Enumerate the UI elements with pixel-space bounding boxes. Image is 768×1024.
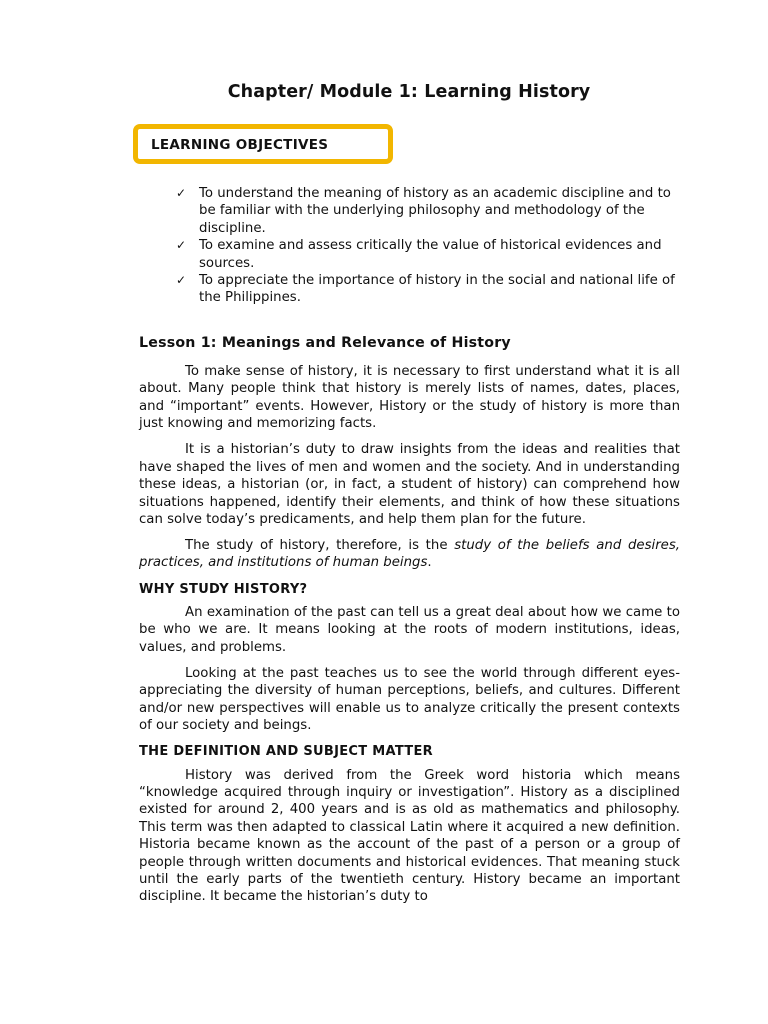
objective-text: To appreciate the importance of history in the social and national life of the Philippines. (199, 273, 675, 306)
text-span: The study of history, therefore, is the (185, 538, 455, 554)
objective-text: To examine and assess critically the value of historical evidences and sources. (199, 238, 662, 271)
paragraph (139, 537, 680, 572)
check-icon: ✓ (176, 186, 187, 200)
learning-objectives-box (133, 124, 393, 164)
objective-item (176, 185, 676, 237)
paragraph: It is a historian’s duty to draw insights from the ideas and realities that have shaped the lives of men and women and the society. And in understanding these ideas, a historian (or, in fact, a student of history) can comprehend how situations happened, identify their elements, and think of how these situations can solve today’s predicaments, and help them plan for the future. (139, 442, 680, 527)
body-text (139, 363, 680, 915)
learning-objectives-label: LEARNING OBJECTIVES (151, 137, 329, 153)
check-icon: ✓ (176, 238, 187, 253)
section-heading-why-study-history: WHY STUDY HISTORY? (139, 581, 308, 597)
paragraph: To make sense of history, it is necessary to first understand what it is all about. Many people think that history is merely lists of names, dates, places, and “important” events. However, History or the study of history is more than just knowing and memorizing facts. (139, 364, 680, 432)
lesson-title: Lesson 1: Meanings and Relevance of History (139, 335, 511, 351)
objectives-list (176, 185, 676, 307)
emphasized-text: study of the beliefs and desires, practices, and institutions of human beings (139, 538, 680, 571)
objective-text: To understand the meaning of history as an academic discipline and to be familiar with the underlying philosophy and methodology of the discipline. (199, 186, 671, 236)
paragraph: History was derived from the Greek word historia which means “knowledge acquired through inquiry or investigation”. History as a disciplined existed for around 2, 400 years and is as old as mathematics and philosophy. This term was then adapted to classical Latin where it acquired a new definition. Historia became known as the account of the past of a person or a group of people through written documents and historical evidences. That meaning stuck until the early parts of the twentieth century. History became an important discipline. It became the historian’s duty to (139, 767, 680, 905)
paragraph: An examination of the past can tell us a great deal about how we came to be who we are. It means looking at the roots of modern institutions, ideas, values, and problems. (139, 604, 680, 655)
text-span: . (427, 555, 432, 571)
objective-item (176, 272, 676, 307)
check-icon: ✓ (176, 273, 187, 288)
section-heading-definition: THE DEFINITION AND SUBJECT MATTER (139, 744, 433, 760)
objective-item (176, 237, 676, 272)
paragraph: Looking at the past teaches us to see the world through different eyes- appreciating the diversity of human perceptions, beliefs, and cultures. Different and/or new perspectives will enable us to analyze critically the present contexts of our society and beings. (139, 665, 680, 734)
chapter-title: Chapter/ Module 1: Learning History (227, 82, 591, 102)
